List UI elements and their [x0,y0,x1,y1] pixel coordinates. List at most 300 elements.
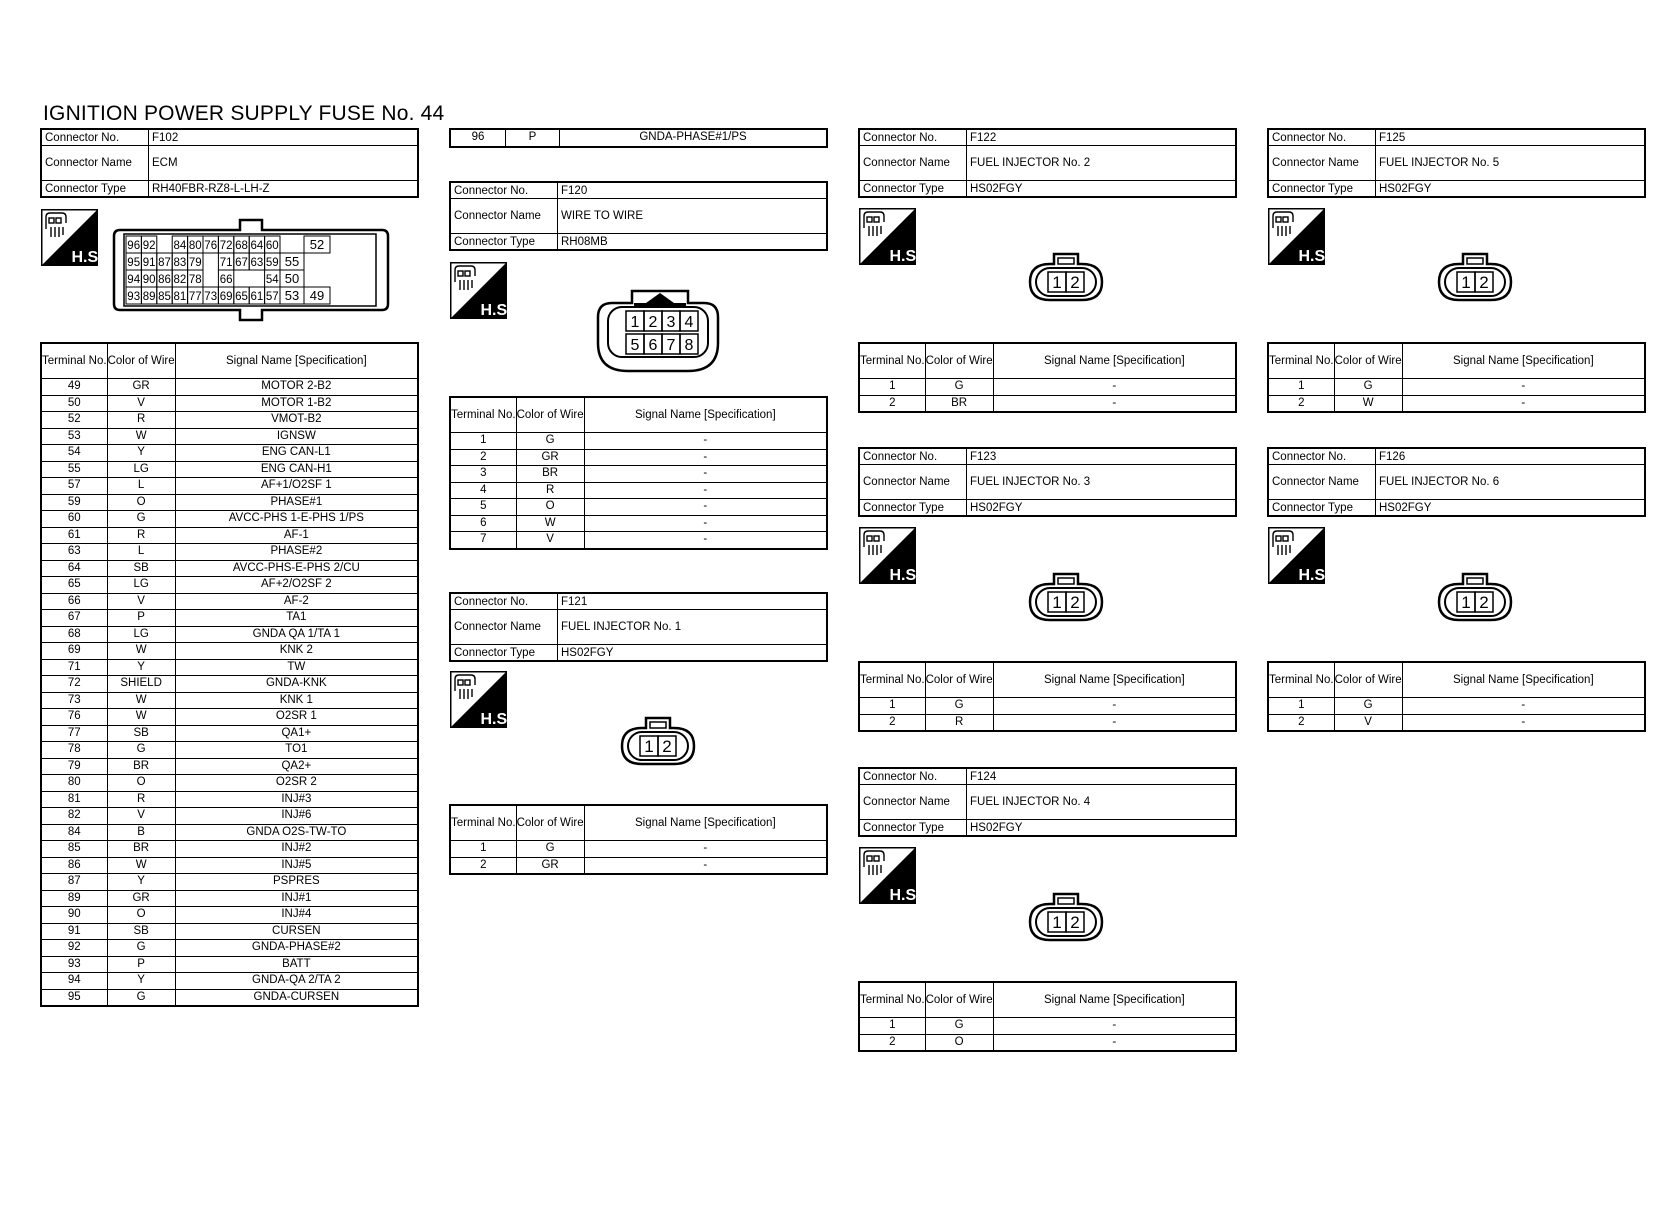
hs-icon [450,262,512,319]
terminal-no-cell: 95 [41,989,107,1006]
pin-number: 60 [265,240,279,252]
hs-label: H.S. [480,302,512,319]
wire-color-cell: SB [107,923,175,940]
terminal-no-header: Terminal No. [1268,343,1334,379]
connector-no-value: F126 [1376,448,1646,465]
pin-number: 1 [1052,593,1062,612]
wire-color-cell: Y [107,973,175,990]
terminal-no-cell: 89 [41,890,107,907]
f120-signal-table [449,396,828,550]
table-row [450,841,827,858]
signal-name-cell: AVCC-PHS-E-PHS 2/CU [175,560,418,577]
signal-name-header: Signal Name [Specification] [993,982,1236,1018]
hs-label: H.S. [1298,567,1330,584]
f120-info-table [449,181,828,251]
pin-number: 3 [666,314,676,331]
f102-info-table [40,128,419,198]
wire-color-cell: W [107,709,175,726]
connector-type-label: Connector Type [1268,500,1376,517]
wire-color-cell: GR [516,449,584,466]
terminal-no-cell: 2 [450,449,516,466]
pin-number: 66 [219,274,233,286]
wire-color-cell: R [107,412,175,429]
signal-name-cell: KNK 1 [175,692,418,709]
connector-no-label: Connector No. [859,448,967,465]
table-row [1268,395,1645,412]
signal-name-cell: - [993,698,1236,715]
pin-number: 86 [158,274,171,286]
signal-name-cell: - [1402,379,1645,396]
table-row [41,775,418,792]
signal-name-cell: GNDA-KNK [175,676,418,693]
color-of-wire-header: Color of Wire [1334,662,1402,698]
connector-no-label: Connector No. [1268,129,1376,146]
terminal-no-cell: 69 [41,643,107,660]
hs-icon [450,671,512,728]
table-row [41,478,418,495]
terminal-no-cell: 1 [859,698,925,715]
table-row [41,824,418,841]
f121-connector-face [620,714,696,766]
table-row [41,709,418,726]
table-row [41,395,418,412]
signal-name-cell: PSPRES [175,874,418,891]
pin-number: 94 [127,274,141,286]
connector-name-label: Connector Name [859,465,967,500]
signal-name-cell: TW [175,659,418,676]
terminal-no-cell: 49 [41,379,107,396]
connector-no-label: Connector No. [859,768,967,785]
pin-number: 91 [142,257,156,269]
pin-number: 54 [265,274,279,286]
table-row [41,907,418,924]
table-row [41,643,418,660]
wire-color-cell: W [107,692,175,709]
color-of-wire-header: Color of Wire [516,397,584,433]
connector-no-value: F123 [967,448,1237,465]
pin-number: 2 [1070,273,1080,292]
signal-name-cell: AF+1/O2SF 1 [175,478,418,495]
pin-number: 83 [173,257,187,269]
terminal-no-cell: 2 [1268,395,1334,412]
signal-name-cell: AF+2/O2SF 2 [175,577,418,594]
terminal-no-cell: 90 [41,907,107,924]
terminal-no-cell: 85 [41,841,107,858]
f124-connector-face [1028,890,1104,942]
pin-number: 84 [173,240,187,252]
terminal-no-cell: 66 [41,593,107,610]
table-row [859,698,1236,715]
signal-name-cell: O2SR 2 [175,775,418,792]
terminal-no-cell: 3 [450,466,516,483]
table-row [41,626,418,643]
terminal-no-cell: 86 [41,857,107,874]
terminal-no-cell: 57 [41,478,107,495]
signal-name-header: Signal Name [Specification] [175,343,418,379]
signal-name-cell: QA1+ [175,725,418,742]
wire-color-cell: G [107,940,175,957]
terminal-no-cell: 77 [41,725,107,742]
connector-name-label: Connector Name [450,199,558,234]
connector-name-value: FUEL INJECTOR No. 6 [1376,465,1646,500]
terminal-no-cell: 2 [859,395,925,412]
table-row [41,544,418,561]
wire-color-cell: G [107,742,175,759]
pin-number: 55 [284,254,300,269]
signal-name-cell: O2SR 1 [175,709,418,726]
wire-color-cell: GR [516,857,584,874]
connector-name-value: FUEL INJECTOR No. 5 [1376,146,1646,181]
f126-signal-table [1267,661,1646,732]
table-row [859,1034,1236,1051]
signal-name-cell: TA1 [175,610,418,627]
f120-connector-face [596,287,720,373]
connector-name-label: Connector Name [1268,146,1376,181]
signal-name-cell: IGNSW [175,428,418,445]
signal-name-cell: - [584,482,827,499]
f123-info-table [858,447,1237,517]
pin-number: 2 [1070,913,1080,932]
signal-name-cell: GNDA-PHASE#1/PS [560,129,828,147]
table-row [41,379,418,396]
connector-no-label: Connector No. [41,129,149,146]
terminal-no-cell: 79 [41,758,107,775]
table-row [41,758,418,775]
pin-number: 72 [219,240,233,252]
terminal-no-cell: 2 [450,857,516,874]
signal-name-cell: - [584,466,827,483]
wire-color-cell: G [107,511,175,528]
signal-name-cell: - [993,1018,1236,1035]
terminal-no-cell: 2 [859,714,925,731]
f124-signal-table [858,981,1237,1052]
wire-color-cell: P [506,129,560,147]
terminal-no-cell: 1 [859,1018,925,1035]
connector-name-value: FUEL INJECTOR No. 2 [967,146,1237,181]
signal-name-cell: GNDA-CURSEN [175,989,418,1006]
hs-label: H.S. [889,567,921,584]
table-row [859,1018,1236,1035]
table-row [41,956,418,973]
wire-color-cell: G [1334,698,1402,715]
wire-color-cell: BR [107,841,175,858]
f102-connector-face [112,218,387,326]
terminal-no-cell: 73 [41,692,107,709]
wire-color-cell: BR [925,395,993,412]
table-row [41,445,418,462]
wire-color-cell: V [107,808,175,825]
connector-no-value: F120 [558,182,828,199]
pin-number: 1 [1461,273,1471,292]
pin-number: 1 [1461,593,1471,612]
wire-color-cell: O [107,494,175,511]
table-row [859,714,1236,731]
table-row [41,676,418,693]
pin-number: 80 [188,240,202,252]
table-row [41,428,418,445]
connector-type-value: RH40FBR-RZ8-L-LH-Z [149,181,419,198]
wire-color-cell: O [107,907,175,924]
pin-number: 2 [648,314,658,331]
wire-color-cell: L [107,544,175,561]
connector-no-label: Connector No. [1268,448,1376,465]
connector-type-label: Connector Type [450,645,558,662]
connector-type-value: HS02FGY [967,181,1237,198]
f126-connector-face [1437,570,1513,622]
table-row [859,395,1236,412]
signal-name-header: Signal Name [Specification] [1402,662,1645,698]
wire-color-cell: G [925,379,993,396]
signal-name-cell: - [1402,698,1645,715]
pin-number: 1 [1052,913,1062,932]
pin-number: 95 [127,257,141,269]
f121-signal-table [449,804,828,875]
terminal-no-cell: 53 [41,428,107,445]
terminal-no-cell: 67 [41,610,107,627]
terminal-no-cell: 61 [41,527,107,544]
connector-no-value: F124 [967,768,1237,785]
signal-name-cell: BATT [175,956,418,973]
table-row [450,482,827,499]
table-row [1268,379,1645,396]
terminal-no-cell: 1 [450,433,516,450]
f126-info-table [1267,447,1646,517]
pin-number: 69 [219,291,233,303]
table-row [859,379,1236,396]
terminal-no-cell: 1 [450,841,516,858]
wire-color-cell: O [925,1034,993,1051]
color-of-wire-header: Color of Wire [516,805,584,841]
terminal-no-cell: 76 [41,709,107,726]
signal-name-cell: - [993,395,1236,412]
terminal-no-cell: 55 [41,461,107,478]
wire-color-cell: SB [107,725,175,742]
terminal-no-cell: 92 [41,940,107,957]
pin-number: 71 [219,257,233,269]
color-of-wire-header: Color of Wire [107,343,175,379]
terminal-no-header: Terminal No. [41,343,107,379]
terminal-no-cell: 7 [450,532,516,549]
connector-no-value: F121 [558,593,828,610]
terminal-no-header: Terminal No. [859,662,925,698]
table-row [41,659,418,676]
wire-color-cell: LG [107,461,175,478]
terminal-no-header: Terminal No. [1268,662,1334,698]
pin-number: 1 [1052,273,1062,292]
hs-icon [1268,208,1330,265]
terminal-no-cell: 1 [1268,379,1334,396]
wire-color-cell: V [516,532,584,549]
signal-name-cell: - [584,515,827,532]
pin-number: 6 [648,337,658,354]
wire-color-cell: G [1334,379,1402,396]
terminal-no-cell: 68 [41,626,107,643]
f125-signal-table [1267,342,1646,413]
terminal-no-cell: 54 [41,445,107,462]
table-row [41,560,418,577]
hs-label: H.S. [889,887,921,904]
connector-name-value: FUEL INJECTOR No. 3 [967,465,1237,500]
f121-info-table [449,592,828,662]
table-row [41,841,418,858]
color-of-wire-header: Color of Wire [1334,343,1402,379]
wire-color-cell: LG [107,577,175,594]
connector-name-label: Connector Name [1268,465,1376,500]
hs-icon [1268,527,1330,584]
connector-name-label: Connector Name [859,785,967,820]
terminal-no-cell: 59 [41,494,107,511]
hs-label: H.S. [71,249,103,266]
table-row [41,527,418,544]
connector-name-value: FUEL INJECTOR No. 1 [558,610,828,645]
pin-number: 64 [250,240,264,252]
terminal-no-cell: 93 [41,956,107,973]
connector-type-label: Connector Type [1268,181,1376,198]
terminal-no-cell: 65 [41,577,107,594]
pin-number: 50 [284,271,300,286]
connector-no-label: Connector No. [859,129,967,146]
terminal-no-cell: 81 [41,791,107,808]
wire-color-cell: W [516,515,584,532]
connector-type-value: HS02FGY [558,645,828,662]
pin-number: 78 [188,274,202,286]
table-row [41,791,418,808]
table-row [41,494,418,511]
hs-icon [859,527,921,584]
pin-number: 82 [173,274,187,286]
pin-number: 1 [630,314,640,331]
pin-number: 93 [127,291,141,303]
signal-name-cell: PHASE#1 [175,494,418,511]
signal-name-cell: GNDA-QA 2/TA 2 [175,973,418,990]
signal-name-cell: GNDA-PHASE#2 [175,940,418,957]
connector-type-label: Connector Type [859,181,967,198]
signal-name-cell: - [993,379,1236,396]
connector-name-value: FUEL INJECTOR No. 4 [967,785,1237,820]
f123-connector-face [1028,570,1104,622]
signal-name-cell: PHASE#2 [175,544,418,561]
pin-number: 59 [265,257,279,269]
terminal-no-cell: 52 [41,412,107,429]
terminal-no-cell: 96 [450,129,506,147]
f122-signal-table [858,342,1237,413]
terminal-no-cell: 2 [859,1034,925,1051]
signal-name-cell: ENG CAN-L1 [175,445,418,462]
signal-name-header: Signal Name [Specification] [1402,343,1645,379]
connector-no-label: Connector No. [450,182,558,199]
table-row [1268,698,1645,715]
color-of-wire-header: Color of Wire [925,982,993,1018]
terminal-no-cell: 91 [41,923,107,940]
connector-type-label: Connector Type [859,820,967,837]
table-row [41,692,418,709]
pin-number: 85 [158,291,171,303]
wire-color-cell: P [107,956,175,973]
terminal-no-cell: 5 [450,499,516,516]
wire-color-cell: O [107,775,175,792]
f125-connector-face [1437,250,1513,302]
wire-color-cell: R [107,791,175,808]
signal-name-cell: - [1402,714,1645,731]
wire-color-cell: W [107,428,175,445]
signal-name-cell: INJ#5 [175,857,418,874]
connector-type-value: HS02FGY [967,500,1237,517]
pin-number: 92 [142,240,156,252]
terminal-no-cell: 1 [1268,698,1334,715]
pin-number: 81 [173,291,187,303]
table-row [41,593,418,610]
signal-name-cell: AF-1 [175,527,418,544]
pin-number: 53 [284,288,300,303]
connector-no-value: F102 [149,129,419,146]
signal-name-cell: INJ#4 [175,907,418,924]
signal-name-cell: GNDA O2S-TW-TO [175,824,418,841]
pin-number: 63 [250,257,264,269]
wire-color-cell: R [107,527,175,544]
table-row [450,532,827,549]
wire-color-cell: BR [107,758,175,775]
table-row [41,577,418,594]
signal-name-cell: - [584,449,827,466]
terminal-no-cell: 78 [41,742,107,759]
connector-type-value: HS02FGY [1376,500,1646,517]
signal-name-cell: INJ#6 [175,808,418,825]
terminal-no-cell: 84 [41,824,107,841]
signal-name-cell: CURSEN [175,923,418,940]
f102-signal-table [40,342,419,1007]
table-row [450,499,827,516]
pin-number: 2 [1479,593,1489,612]
wire-color-cell: P [107,610,175,627]
terminal-no-cell: 80 [41,775,107,792]
signal-name-cell: GNDA QA 1/TA 1 [175,626,418,643]
terminal-no-header: Terminal No. [450,397,516,433]
pin-number: 2 [1479,273,1489,292]
signal-name-cell: - [584,433,827,450]
signal-name-cell: ENG CAN-H1 [175,461,418,478]
wire-color-cell: GR [107,890,175,907]
table-row [41,923,418,940]
connector-type-label: Connector Type [859,500,967,517]
wire-color-cell: G [925,1018,993,1035]
terminal-no-cell: 50 [41,395,107,412]
pin-number: 7 [666,337,676,354]
table-row [450,449,827,466]
pin-number: 89 [142,291,156,303]
connector-name-label: Connector Name [450,610,558,645]
pin-number: 2 [1070,593,1080,612]
pin-number: 87 [158,257,171,269]
table-row [41,874,418,891]
terminal-no-cell: 64 [41,560,107,577]
signal-name-cell: MOTOR 2-B2 [175,379,418,396]
hs-label: H.S. [889,248,921,265]
hs-label: H.S. [480,711,512,728]
f122-connector-face [1028,250,1104,302]
f124-info-table [858,767,1237,837]
signal-name-cell: - [1402,395,1645,412]
table-row [41,973,418,990]
table-row [41,725,418,742]
f122-info-table [858,128,1237,198]
pin-number: 61 [250,291,264,303]
hs-icon [41,209,103,266]
table-row [41,890,418,907]
pin-number: 4 [684,314,694,331]
table-row [450,857,827,874]
wire-color-cell: W [107,857,175,874]
signal-name-cell: MOTOR 1-B2 [175,395,418,412]
